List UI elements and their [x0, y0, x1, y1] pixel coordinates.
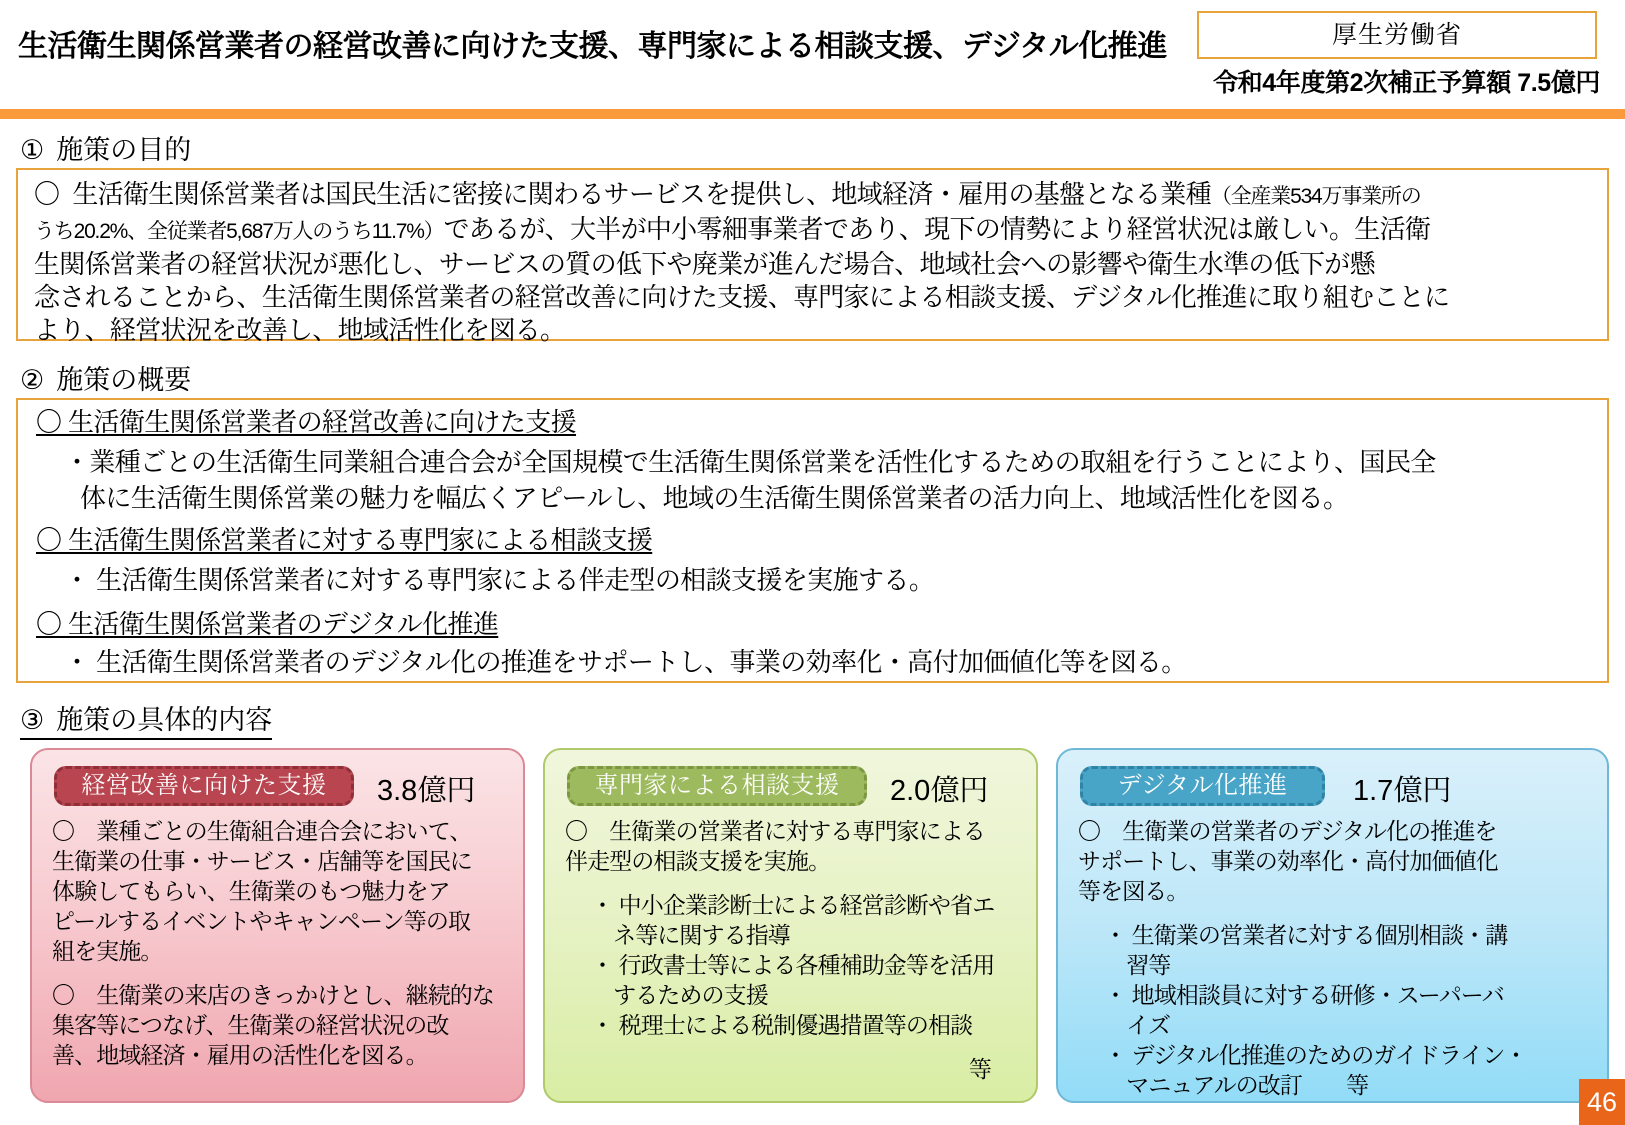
section1-line-5: より、経営状況を改善し、地域活性化を図る。	[34, 315, 566, 345]
card-2-b1-l1: ネ等に関する指導	[591, 922, 790, 948]
card-1-block-0	[52, 816, 512, 966]
card-2-block-0-line-0	[565, 816, 1025, 846]
card-1-b0-l2: 体験してもらい、生衛業のもつ魅力をア	[52, 878, 450, 904]
card-2-chip: 専門家による相談支援	[567, 766, 867, 806]
card-3-b1-l5: マニュアルの改訂 等	[1104, 1072, 1369, 1098]
section2-heading-text: 施策の概要	[56, 365, 192, 395]
card-2-block-0-mark: 〇	[565, 818, 588, 844]
section1-text-c: うち20.2%、全従業者5,687万人のうち11.7%）	[34, 220, 444, 243]
section2-item-0-body-0: ・業種ごとの生活衛生同業組合連合会が全国規模で生活衛生関係営業を活性化するための取組を行うことにより、国民全	[64, 447, 1436, 477]
card-2-trailing-note: 等	[968, 1056, 991, 1082]
card-1-block-1-line-0	[52, 980, 512, 1010]
card-1-body	[52, 816, 512, 1070]
card-1-block-1-mark: 〇	[52, 982, 75, 1008]
card-2-b0-l1: 伴走型の相談支援を実施。	[565, 848, 831, 874]
card-1-b1-l1: 集客等につなげ、生衛業の経営状況の改	[52, 1012, 449, 1038]
section2-item-1-title: 〇 生活衛生関係営業者に対する専門家による相談支援	[36, 525, 653, 555]
card-3-b1-l0: ・ 生衛業の営業者に対する個別相談・講	[1104, 922, 1508, 948]
card-2-b1-l0: ・ 中小企業診断士による経営診断や省エ	[591, 892, 995, 918]
section2-number: ②	[20, 365, 45, 395]
card-3-body	[1078, 816, 1598, 1100]
page-title: 生活衛生関係営業者の経営改善に向けた支援、専門家による相談支援、デジタル化推進	[18, 30, 1167, 63]
section1-line-4: 念されることから、生活衛生関係営業者の経営改善に向けた支援、専門家による相談支援、デジタル化推進に取り組むことに	[34, 282, 1450, 312]
card-1-b1-l2: 善、地域経済・雇用の活性化を図る。	[52, 1042, 428, 1068]
ministry-box	[1197, 11, 1597, 59]
card-2-b1-l4: ・ 税理士による税制優遇措置等の相談	[591, 1012, 973, 1038]
card-3-b1-l3: イズ	[1104, 1012, 1171, 1038]
section2-item-1-body-0: ・ 生活衛生関係営業者に対する専門家による伴走型の相談支援を実施する。	[64, 565, 935, 595]
card-3-block-0-mark: 〇	[1078, 818, 1101, 844]
card-1-block-0-mark: 〇	[52, 818, 75, 844]
card-2-b1-l2: ・ 行政書士等による各種補助金等を活用	[591, 952, 995, 978]
section1-heading-text: 施策の目的	[56, 135, 192, 165]
section2-item-0-body-1: 体に生活衛生関係営業の魅力を幅広くアピールし、地域の生活衛生関係営業者の活力向上、地域活性化を図る。	[80, 483, 1349, 513]
section2-item-2-title: 〇 生活衛生関係営業者のデジタル化推進	[36, 609, 499, 639]
card-1-chip: 経営改善に向けた支援	[54, 766, 354, 806]
section1-bullet-mark: 〇	[34, 179, 60, 209]
section1-text-d: であるが、大半が中小零細事業者であり、現下の情勢により経営状況は厳しい。生活衛	[443, 214, 1431, 244]
card-3-b1-l1: 習等	[1104, 952, 1171, 978]
section2-item-0-title: 〇 生活衛生関係営業者の経営改善に向けた支援	[36, 407, 577, 437]
card-3-block-0	[1078, 816, 1598, 906]
section1-text-a: 生活衛生関係営業者は国民生活に密接に関わるサービスを提供し、地域経済・雇用の基盤となる業種	[72, 179, 1211, 209]
section1-paragraph	[34, 178, 1449, 347]
card-2-body	[565, 816, 1025, 1084]
card-3-b0-l0: 生衛業の営業者のデジタル化の推進を	[1100, 818, 1497, 844]
card-2-b1-l3: するための支援	[591, 982, 768, 1008]
section3-number: ③	[20, 705, 45, 735]
card-2-block-0	[565, 816, 1025, 876]
section1-heading	[20, 128, 191, 170]
card-3-amount: 1.7億円	[1353, 775, 1452, 807]
card-2-b0-l0: 生衛業の営業者に対する専門家による	[587, 818, 985, 844]
card-3-b0-l2: 等を図る。	[1078, 878, 1189, 904]
section3-heading-text: 施策の具体的内容	[56, 705, 273, 735]
budget-amount: 令和4年度第2次補正予算額 7.5億円	[1213, 69, 1600, 97]
card-3-b1-l4: ・ デジタル化推進のためのガイドライン・	[1104, 1042, 1527, 1068]
card-1-b0-l0: 業種ごとの生衛組合連合会において、	[74, 818, 472, 844]
card-3-b1-l2: ・ 地域相談員に対する研修・スーパーバ	[1104, 982, 1504, 1008]
card-1-block-0-line-0	[52, 816, 512, 846]
card-3-block-0-line-0	[1078, 816, 1598, 846]
ministry-label: 厚生労働省	[1331, 21, 1462, 49]
page-number-badge: 46	[1579, 1079, 1625, 1125]
card-digitalization	[1056, 748, 1609, 1103]
slide-header	[0, 0, 1625, 108]
card-3-chip: デジタル化推進	[1080, 766, 1325, 806]
section1-line-2	[34, 213, 1449, 248]
card-expert-consultation	[543, 748, 1038, 1103]
section2-item-2-body-0: ・ 生活衛生関係営業者のデジタル化の推進をサポートし、事業の効率化・高付加価値化等を図る。	[64, 647, 1187, 677]
card-1-b0-l3: ピールするイベントやキャンペーン等の取	[52, 908, 471, 934]
section3-heading	[20, 698, 272, 740]
section1-text-b: （全産業534万事業所の	[1210, 185, 1421, 208]
section1-line-1	[34, 178, 1449, 213]
card-2-amount: 2.0億円	[890, 775, 989, 807]
section2-heading	[20, 358, 191, 400]
section2-box	[16, 398, 1609, 683]
card-management-improvement	[30, 748, 525, 1103]
card-1-b1-l0: 生衛業の来店のきっかけとし、継続的な	[74, 982, 495, 1008]
section1-box	[16, 168, 1609, 345]
card-1-b0-l4: 組を実施。	[52, 938, 163, 964]
card-1-block-1	[52, 980, 512, 1070]
card-1-b0-l1: 生衛業の仕事・サービス・店舗等を国民に	[52, 848, 472, 874]
card-2-block-1	[565, 890, 1025, 1040]
header-accent-bar	[0, 109, 1625, 119]
card-3-block-1	[1078, 920, 1598, 1100]
section1-number: ①	[20, 135, 45, 165]
section1-line-3: 生関係営業者の経営状況が悪化し、サービスの質の低下や廃業が進んだ場合、地域社会への影響や衛生水準の低下が懸	[34, 249, 1375, 279]
card-3-b0-l1: サポートし、事業の効率化・高付加価値化	[1078, 848, 1498, 874]
card-1-amount: 3.8億円	[377, 775, 476, 807]
